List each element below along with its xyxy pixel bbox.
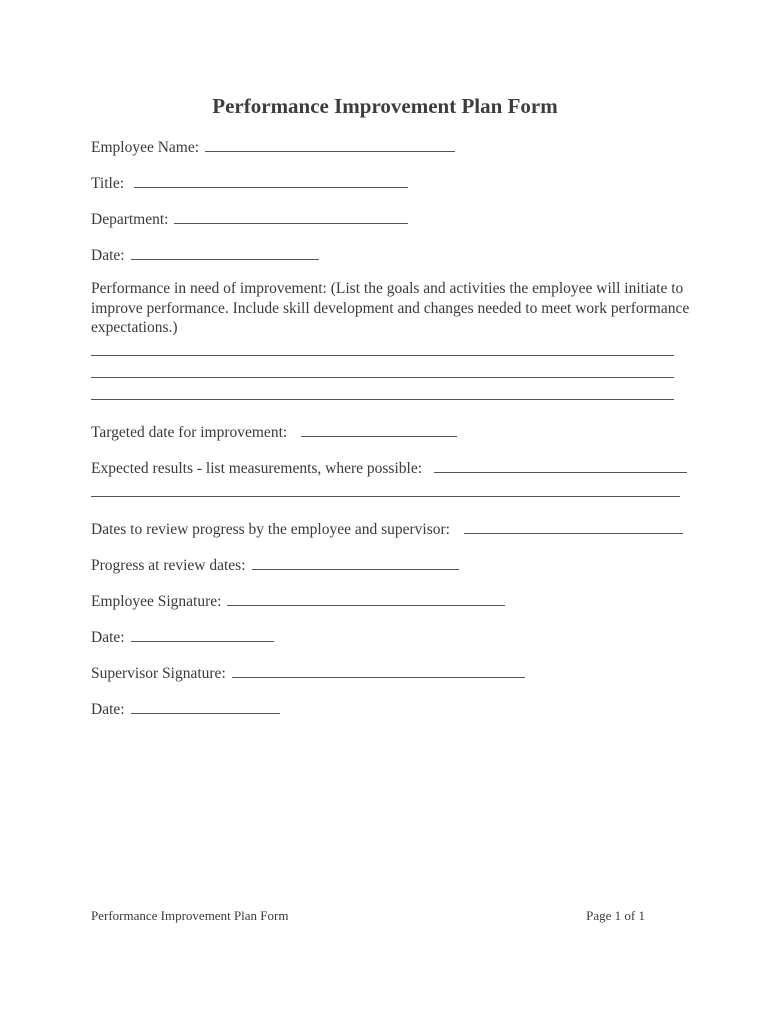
date-row-1 xyxy=(91,245,319,265)
dates-review-row xyxy=(91,519,683,539)
expected-results-line-2[interactable] xyxy=(91,496,680,497)
form-title: Performance Improvement Plan Form xyxy=(212,94,558,118)
targeted-date-row xyxy=(91,422,457,442)
title-row xyxy=(91,173,408,193)
employee-name-field[interactable] xyxy=(205,137,455,152)
expected-results-field[interactable] xyxy=(434,458,687,473)
department-label: Department: xyxy=(91,211,169,228)
employee-signature-row xyxy=(91,591,505,611)
targeted-date-field[interactable] xyxy=(301,422,457,437)
supervisor-signature-row xyxy=(91,663,525,683)
date-row-3 xyxy=(91,699,280,719)
title-label: Title: xyxy=(91,175,125,192)
progress-review-row xyxy=(91,555,459,575)
date-label-3: Date: xyxy=(91,701,125,718)
progress-review-label: Progress at review dates: xyxy=(91,557,246,574)
employee-signature-label: Employee Signature: xyxy=(91,593,222,610)
performance-line-1[interactable] xyxy=(91,355,674,356)
dates-review-label: Dates to review progress by the employee and supervisor: xyxy=(91,521,450,538)
title-field[interactable] xyxy=(134,173,408,188)
targeted-date-label: Targeted date for improvement: xyxy=(91,424,288,441)
department-field[interactable] xyxy=(174,209,408,224)
employee-name-label: Employee Name: xyxy=(91,139,200,156)
department-row xyxy=(91,209,408,229)
performance-line-3[interactable] xyxy=(91,399,674,400)
footer-document-title: Performance Improvement Plan Form xyxy=(91,908,289,923)
date-label-1: Date: xyxy=(91,247,125,264)
date-label-2: Date: xyxy=(91,629,125,646)
dates-review-field[interactable] xyxy=(464,519,683,534)
expected-results-row xyxy=(91,458,687,478)
date-field-3[interactable] xyxy=(131,699,280,714)
performance-need-instructions: Performance in need of improvement: (List the goals and activities the employee will initiate to improve performance. Include skill development and changes needed to meet work performance expectations.) xyxy=(91,280,690,336)
supervisor-signature-field[interactable] xyxy=(232,663,525,678)
footer-page-number: Page 1 of 1 xyxy=(586,908,645,923)
supervisor-signature-label: Supervisor Signature: xyxy=(91,665,226,682)
date-row-2 xyxy=(91,627,274,647)
employee-name-row xyxy=(91,137,455,157)
expected-results-label: Expected results - list measurements, where possible: xyxy=(91,460,423,477)
date-field-1[interactable] xyxy=(131,245,319,260)
date-field-2[interactable] xyxy=(131,627,274,642)
employee-signature-field[interactable] xyxy=(227,591,505,606)
performance-line-2[interactable] xyxy=(91,377,674,378)
progress-review-field[interactable] xyxy=(252,555,459,570)
